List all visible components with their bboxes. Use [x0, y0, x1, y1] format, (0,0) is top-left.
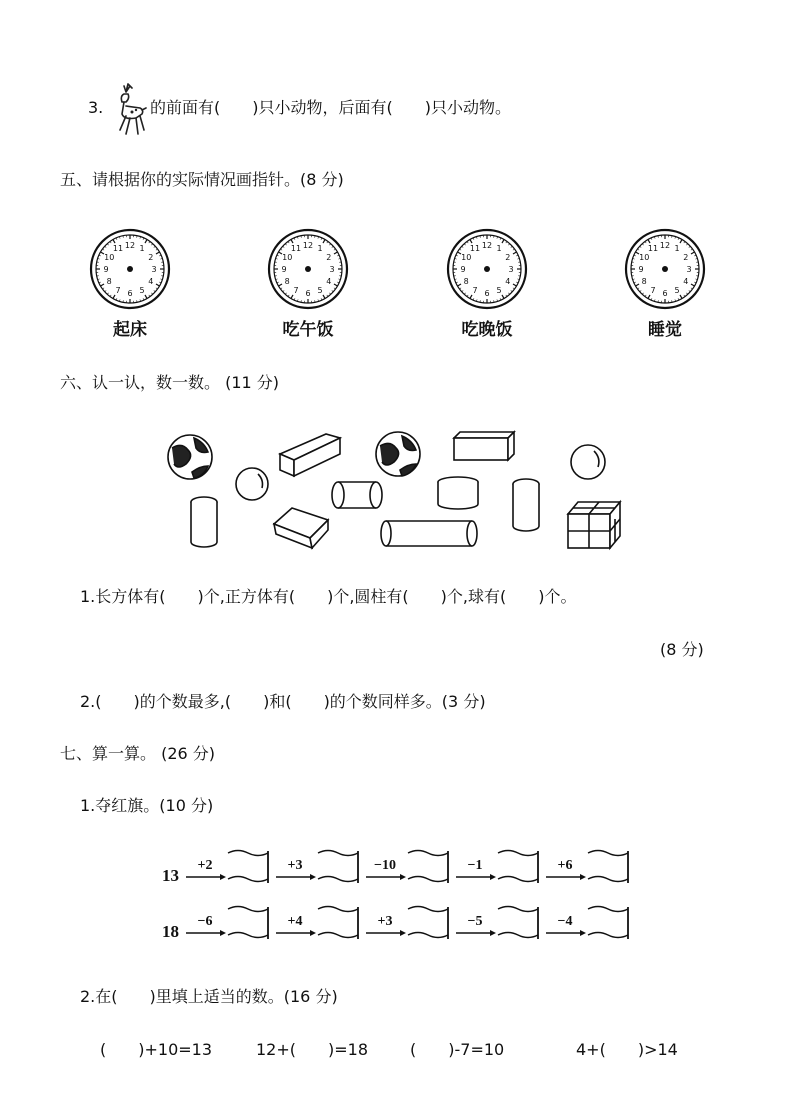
clock-number: 5 — [139, 285, 145, 295]
clock-label: 吃午饭 — [282, 320, 334, 340]
flag-icon — [588, 851, 628, 884]
arrow-head — [310, 874, 316, 880]
clock-number: 7 — [650, 285, 656, 295]
clock-label: 睡觉 — [648, 320, 682, 340]
cube-icon — [274, 508, 328, 548]
clock-number: 5 — [674, 285, 680, 295]
arrow-head — [400, 930, 406, 936]
clock-number: 7 — [293, 285, 299, 295]
clock-number: 6 — [127, 289, 133, 298]
clock-number: 6 — [484, 289, 490, 298]
arrow-head — [580, 930, 586, 936]
operation-label: −6 — [197, 914, 213, 929]
clock-number: 9 — [638, 265, 644, 274]
clock-number: 8 — [106, 277, 112, 286]
cylinder-icon — [438, 477, 478, 509]
operation-label: +3 — [287, 858, 303, 873]
clock-center-dot — [305, 266, 311, 272]
operation-label: −5 — [467, 914, 483, 929]
clock-number: 4 — [148, 277, 154, 286]
clock-number: 1 — [317, 244, 323, 254]
clock-number: 9 — [460, 265, 466, 274]
clock-number: 3 — [508, 265, 514, 274]
shapes-illustration — [160, 420, 640, 560]
clock-number: 8 — [463, 277, 469, 286]
flag-icon — [408, 907, 448, 940]
clock-center-dot — [662, 266, 668, 272]
flag-icon — [318, 851, 358, 884]
arrow-head — [580, 874, 586, 880]
clock-number: 1 — [496, 244, 502, 254]
section-5-title: 五、请根据你的实际情况画指针。(8 分) — [60, 170, 344, 189]
start-number: 18 — [162, 922, 179, 941]
clock-label: 起床 — [113, 320, 147, 340]
section-7-title: 七、算一算。 (26 分) — [60, 744, 216, 763]
deer-icon — [106, 80, 150, 138]
question-number: 3. — [88, 98, 104, 117]
flag-icon — [588, 907, 628, 940]
arrow-head — [490, 930, 496, 936]
sphere-icon — [571, 445, 605, 479]
clock-number: 6 — [305, 289, 311, 298]
clock-number: 10 — [104, 253, 115, 262]
cylinder-icon — [332, 482, 382, 508]
clock-number: 4 — [683, 277, 689, 286]
question-7-1-title: 1.夺红旗。(10 分) — [80, 796, 214, 815]
flag-chain-diagram — [160, 845, 640, 950]
clock-number: 4 — [326, 277, 332, 286]
patterned-ball-icon — [376, 432, 420, 476]
clock-number: 11 — [469, 244, 481, 254]
clock-number: 1 — [674, 244, 680, 254]
clock-number: 10 — [639, 253, 650, 262]
cuboid-icon — [454, 432, 514, 460]
operation-label: +3 — [377, 914, 393, 929]
clock-number: 11 — [112, 244, 124, 254]
flag-icon — [408, 851, 448, 884]
patterned-ball-icon — [168, 435, 212, 479]
flag-icon — [318, 907, 358, 940]
clock-number: 12 — [124, 241, 136, 250]
operation-label: −10 — [374, 858, 396, 873]
clock-number: 2 — [683, 253, 689, 262]
clock-number: 8 — [641, 277, 647, 286]
flag-icon — [498, 851, 538, 884]
equation-blank[interactable]: 12+( )=18 — [256, 1040, 369, 1059]
arrow-head — [220, 930, 226, 936]
clock-number: 9 — [281, 265, 287, 274]
section-6-title: 六、认一认，数一数。 (11 分) — [60, 373, 280, 392]
clock-face[interactable] — [89, 228, 171, 310]
question-6-2: 2.( )的个数最多,( )和( )的个数同样多。(3 分) — [80, 692, 486, 711]
clock-number: 7 — [472, 285, 478, 295]
clock-number: 3 — [151, 265, 157, 274]
cylinder-icon — [381, 521, 477, 546]
operation-label: +2 — [197, 858, 213, 873]
arrow-head — [490, 874, 496, 880]
cuboid-icon — [280, 434, 340, 476]
sphere-icon — [236, 468, 268, 500]
clock-number: 11 — [290, 244, 302, 254]
clock-number: 2 — [148, 253, 154, 262]
clock-number: 1 — [139, 244, 145, 254]
operation-label: −1 — [467, 858, 483, 873]
flag-icon — [228, 851, 268, 884]
cylinder-icon — [191, 497, 217, 547]
operation-label: −4 — [557, 914, 573, 929]
start-number: 13 — [162, 866, 179, 885]
clock-number: 3 — [329, 265, 335, 274]
question-6-1: 1.长方体有( )个,正方体有( )个,圆柱有( )个,球有( )个。 — [80, 587, 577, 606]
question-3-text: 的前面有( )只小动物，后面有( )只小动物。 — [150, 98, 511, 117]
clock-number: 7 — [115, 285, 121, 295]
equation-blank[interactable]: ( )+10=13 — [100, 1040, 213, 1059]
clock-number: 6 — [662, 289, 668, 298]
clock-label: 吃晚饭 — [461, 320, 513, 340]
cylinder-icon — [513, 479, 539, 531]
clock-number: 12 — [302, 241, 314, 250]
clock-center-dot — [484, 266, 490, 272]
clock-face[interactable] — [267, 228, 349, 310]
clock-center-dot — [127, 266, 133, 272]
clock-number: 9 — [103, 265, 109, 274]
clock-face[interactable] — [624, 228, 706, 310]
flag-icon — [498, 907, 538, 940]
clock-number: 11 — [647, 244, 659, 254]
clock-number: 4 — [505, 277, 511, 286]
clock-number: 10 — [282, 253, 293, 262]
arrow-head — [310, 930, 316, 936]
clock-number: 5 — [496, 285, 502, 295]
clock-number: 10 — [461, 253, 472, 262]
clock-number: 12 — [659, 241, 671, 250]
clock-face[interactable] — [446, 228, 528, 310]
operation-label: +6 — [557, 858, 573, 873]
arrow-head — [400, 874, 406, 880]
equation-blank[interactable]: ( )-7=10 — [410, 1040, 505, 1059]
clock-number: 8 — [284, 277, 290, 286]
clock-number: 12 — [481, 241, 493, 250]
cube-stack-icon — [568, 502, 620, 548]
arrow-head — [220, 874, 226, 880]
operation-label: +4 — [287, 914, 303, 929]
clock-number: 3 — [686, 265, 692, 274]
clock-number: 5 — [317, 285, 323, 295]
score-note: (8 分) — [660, 640, 704, 659]
flag-icon — [228, 907, 268, 940]
equation-blank[interactable]: 4+( )>14 — [576, 1040, 678, 1059]
clock-number: 2 — [505, 253, 511, 262]
clock-number: 2 — [326, 253, 332, 262]
question-7-2-title: 2.在( )里填上适当的数。(16 分) — [80, 987, 338, 1006]
